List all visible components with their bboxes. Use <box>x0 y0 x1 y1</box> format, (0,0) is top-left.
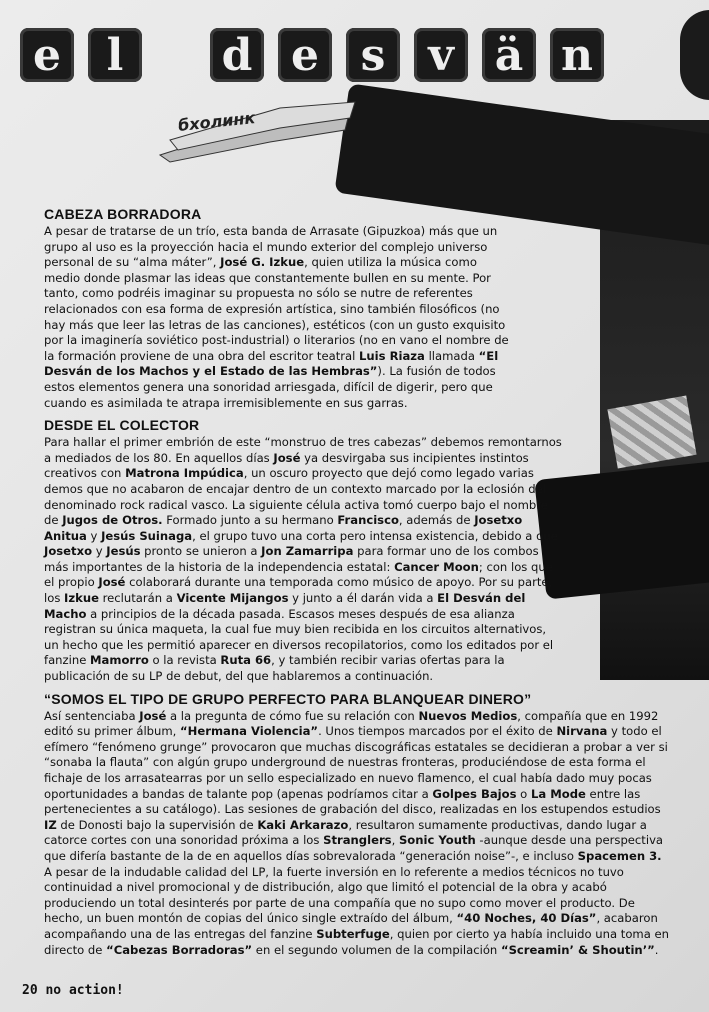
emphasis-text: “Screamin’ & Shoutin’” <box>500 942 655 957</box>
text-run: a principios de la década pasada. Escasos meses después de esa alianza registran su única maqueta, la cual fue muy bien recibida en los circuitos alternativos, un hecho que les permitió aparecer en diversos recopilatorios, como los editados por el fanzine <box>44 606 554 668</box>
emphasis-text: Spacemen 3. <box>577 848 662 863</box>
text-run: y <box>86 528 102 543</box>
masthead-title <box>20 20 660 90</box>
emphasis-text: Nuevos Medios <box>418 708 518 723</box>
text-run: y junto a él darán vida a <box>288 591 438 606</box>
text-run: llamada <box>424 348 479 363</box>
text-run: de Donosti bajo la supervisión de <box>56 817 258 832</box>
emphasis-text: Golpes Bajos <box>432 786 517 801</box>
banknotes-icon <box>150 100 360 170</box>
emphasis-text: José <box>139 708 167 723</box>
emphasis-text: Jon Zamarripa <box>261 544 354 559</box>
title-letter: n <box>550 28 604 82</box>
page-number: 20 <box>22 983 38 998</box>
text-run: a la pregunta de cómo fue su relación con <box>166 708 419 723</box>
emphasis-text: José <box>273 450 301 465</box>
emphasis-text: El Desván del Macho <box>44 591 526 621</box>
section-paragraph <box>44 709 669 959</box>
text-run: pronto se unieron a <box>140 544 262 559</box>
text-run: Formado junto a su hermano <box>162 513 338 528</box>
text-run: , un oscuro proyecto que dejó como legado varias demos que no acabaron de encajar dentro de un contexto marcado por la eclosión del denominado rock radical vasco. La siguiente célula activa tomó cuerpo bajo el nombre de <box>44 466 548 528</box>
text-run: Así sentenciaba <box>44 708 140 723</box>
text-run: . Unos tiempos marcados por el éxito de <box>318 724 557 739</box>
title-letter: e <box>278 28 332 82</box>
title-letter: e <box>20 28 74 82</box>
emphasis-text: José <box>98 575 126 590</box>
text-run: en el segundo volumen de la compilación <box>252 942 501 957</box>
emphasis-text: “40 Noches, 40 Días” <box>456 911 597 926</box>
emphasis-text: Vicente Mijangos <box>176 591 289 606</box>
emphasis-text: Ruta 66 <box>220 653 272 668</box>
section-paragraph <box>44 435 564 685</box>
text-run: , además de <box>398 513 475 528</box>
text-run: entre las pertenecientes a su catálogo). Las sesiones de grabación del disco, realizadas en los estupendos estudios <box>44 786 661 817</box>
banknotes-illustration <box>150 100 360 170</box>
emphasis-text: Francisco <box>337 513 399 528</box>
text-run: ya desvirgaba sus incipientes instintos creativos con <box>44 450 529 481</box>
section-paragraph <box>44 224 509 411</box>
magazine-name: no action! <box>45 983 124 998</box>
title-letter: l <box>88 28 142 82</box>
text-run: , quien utiliza la música como medio donde plasmar las ideas que constantemente bullen en su mente. Por tanto, como podréis imaginar su propuesta no sólo se nutre de referentes relacionados con esa forma de expresión artística, sino también filosóficos (no hay más que leer las letras de las canciones), estéticos (con un gusto exquisito por la imaginería soviético post-industrial) o literarios (no en vano el nombre de la formación proviene de una obra del escritor teatral <box>44 255 509 363</box>
text-run: reclutarán a <box>98 591 177 606</box>
section-heading: CABEZA BORRADORA <box>44 206 202 222</box>
text-run: o <box>516 786 531 801</box>
title-letter: s <box>346 28 400 82</box>
title-letter: d <box>210 28 264 82</box>
emphasis-text: Jugos de Otros. <box>62 513 163 528</box>
emphasis-text: Kaki Arkarazo <box>257 817 349 832</box>
emphasis-text: Luis Riaza <box>359 348 425 363</box>
section-heading: DESDE EL COLECTOR <box>44 417 200 434</box>
text-run: ; con los que el propio <box>44 559 553 590</box>
emphasis-text: Mamorro <box>90 653 149 668</box>
emphasis-text: Nirvana <box>556 724 608 739</box>
section-heading: “SOMOS EL TIPO DE GRUPO PERFECTO PARA BLANQUEAR DINERO” <box>44 690 532 707</box>
text-run: , <box>391 833 399 848</box>
emphasis-text: “El Desván de los Machos y el Estado de las Hembras” <box>44 348 499 379</box>
emphasis-text: Subterfuge <box>316 926 390 941</box>
article-body <box>44 206 669 964</box>
text-run: -aunque desde una perspectiva que difería bastante de la de en aquellos días sobrevalorada “generación noise”-, e incluso <box>44 833 664 863</box>
emphasis-text: Sonic Youth <box>398 833 476 848</box>
text-run: , compañía que en 1992 editó su primer álbum, <box>44 708 659 739</box>
emphasis-text: Matrona Impúdica <box>125 466 244 481</box>
text-run: Para hallar el primer embrión de este “monstruo de tres cabezas” debemos remontarnos a mediados de los 80. En aquellos días <box>44 435 562 465</box>
text-run: para formar uno de los combos más importantes de la historia de la independencia estatal: <box>44 544 539 574</box>
text-run: y <box>92 544 107 559</box>
text-run: ). La fusión de todos estos elementos genera una sonoridad arriesgada, difícil de digerir, pero que cuando es asimilada te atrapa irremisiblemente en sus garras. <box>44 364 496 410</box>
section-blanquear-dinero <box>44 691 669 959</box>
text-run: , resultaron sumamente productivas, dando lugar a catorce cortes con una sonoridad próxima a los <box>44 817 647 848</box>
page-footer <box>22 983 124 998</box>
emphasis-text: Jesús <box>106 544 141 559</box>
title-letter: v <box>414 28 468 82</box>
title-letter: ä <box>482 28 536 82</box>
text-run: A pesar de tratarse de un trío, esta banda de Arrasate (Gipuzkoa) más que un grupo al uso es la proyección hacia el mundo exterior del complejo universo personal de su “alma máter”, <box>44 224 498 270</box>
emphasis-text: Izkue <box>64 591 99 606</box>
text-run: colaborará durante una temporada como músico de apoyo. Por su parte, los <box>44 575 553 606</box>
emphasis-text: José G. Izkue <box>220 255 305 270</box>
section-cabeza-borradora <box>44 206 509 411</box>
text-run: y todo el efímero “fenómeno grunge” provocaron que muchas discográficas estatales se decidieran a probar a ver si “sonaba la flauta” con algún grupo underground de nuestras fronteras, produciéndose de esta forma el fichaje de los arrasatearras por un sello especializado en nuevo flamenco, el cual había dado muy pocas oportunidades a bandas de talante pop (apenas podríamos citar a <box>44 724 668 801</box>
emphasis-text: “Hermana Violencia” <box>180 724 319 739</box>
emphasis-text: Cancer Moon <box>394 559 479 574</box>
emphasis-text: Jesús Suinaga <box>101 528 193 543</box>
photo-head-silhouette <box>680 10 709 100</box>
emphasis-text: Josetxo Anitua <box>44 513 523 543</box>
text-run: , el grupo tuvo una corta pero intensa existencia, debido a que <box>192 528 558 543</box>
text-run: A pesar de la indudable calidad del LP, la fuerte inversión en lo referente a medios técnicos no tuvo continuidad a nivel promocional y de distribución, algo que limitó el potencial de la obra y acabó produciendo un total desinterés por parte de una compañía que no supo como mover el producto. De hecho, un buen montón de copias del único single extraído del álbum, <box>44 864 635 926</box>
emphasis-text: La Mode <box>530 786 586 801</box>
emphasis-text: Stranglers <box>323 833 392 848</box>
emphasis-text: Josetxo <box>44 544 93 559</box>
emphasis-text: IZ <box>44 817 57 832</box>
text-run: o la revista <box>148 653 221 668</box>
emphasis-text: “Cabezas Borradoras” <box>106 942 253 957</box>
text-run: , quien por cierto ya había incluido una toma en directo de <box>44 926 669 957</box>
text-run: . <box>654 942 659 957</box>
text-run: , acabaron acompañando una de las entregas del fanzine <box>44 911 658 941</box>
section-desde-el-colector <box>44 417 564 685</box>
banknote-label: бхолинк <box>177 108 257 135</box>
text-run: , y también recibir varias ofertas para la publicación de su LP de debut, del que hablaremos a continuación. <box>44 653 505 684</box>
